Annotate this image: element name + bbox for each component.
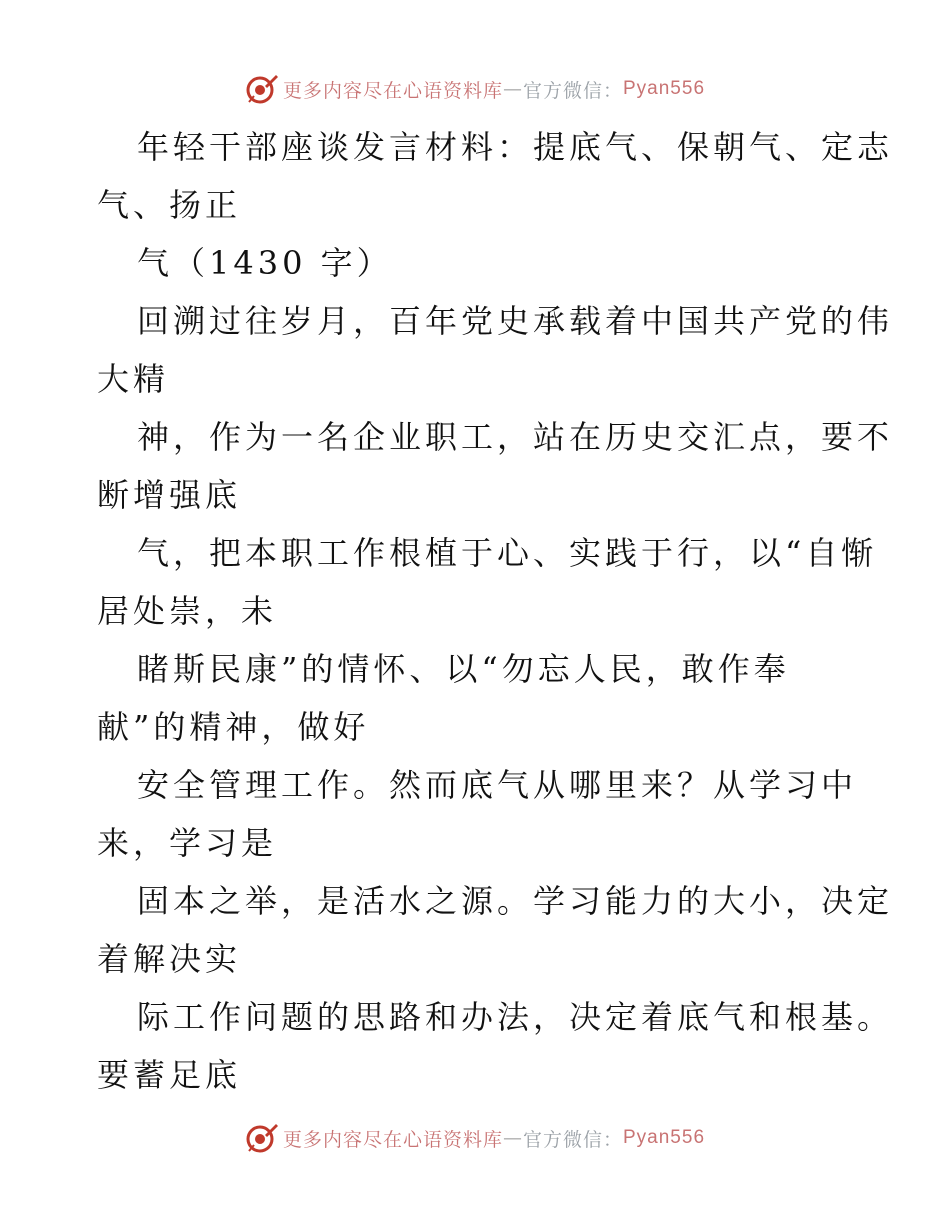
text-line: 气（1430 字）	[137, 244, 393, 282]
banner-separator: —	[502, 78, 523, 100]
text-line: 安全管理工作。然而底气从哪里来？从学习中	[137, 766, 858, 804]
text-line: 来，学习是	[97, 824, 278, 862]
pen-logo-icon	[245, 1121, 279, 1155]
header-watermark	[0, 69, 950, 109]
banner-wechat-label: 官方微信：	[522, 1128, 623, 1151]
banner-wechat-id: Pyan556	[623, 1127, 706, 1148]
text-line: 际工作问题的思路和办法，决定着底气和根基。	[137, 998, 894, 1036]
footer-watermark	[0, 1118, 950, 1158]
banner-main-text: 更多内容尽在心语资料库	[282, 79, 503, 102]
banner-wechat-label: 官方微信：	[522, 79, 623, 102]
banner-wechat-id: Pyan556	[623, 78, 706, 99]
text-line: 要蓄足底	[97, 1056, 242, 1094]
text-line: 回溯过往岁月，百年党史承载着中国共产党的伟	[137, 302, 894, 340]
text-line: 年轻干部座谈发言材料：提底气、保朝气、定志	[137, 128, 894, 166]
text-line: 献”的精神，做好	[97, 708, 370, 746]
text-line: 气，把本职工作根植于心、实践于行，以“自惭	[137, 534, 878, 572]
text-line: 固本之举，是活水之源。学习能力的大小，决定	[137, 882, 894, 920]
banner-separator: —	[502, 1127, 523, 1149]
banner-main-text: 更多内容尽在心语资料库	[282, 1128, 503, 1151]
pen-logo-icon	[245, 72, 279, 106]
document-body	[97, 118, 894, 1104]
text-line: 睹斯民康”的情怀、以“勿忘人民，敢作奉	[137, 650, 790, 688]
text-line: 居处崇，未	[97, 592, 278, 630]
text-line: 气、扬正	[97, 186, 242, 224]
text-line: 着解决实	[97, 940, 242, 978]
text-line: 断增强底	[97, 476, 242, 514]
text-line: 神，作为一名企业职工，站在历史交汇点，要不	[137, 418, 894, 456]
text-line: 大精	[97, 360, 170, 398]
